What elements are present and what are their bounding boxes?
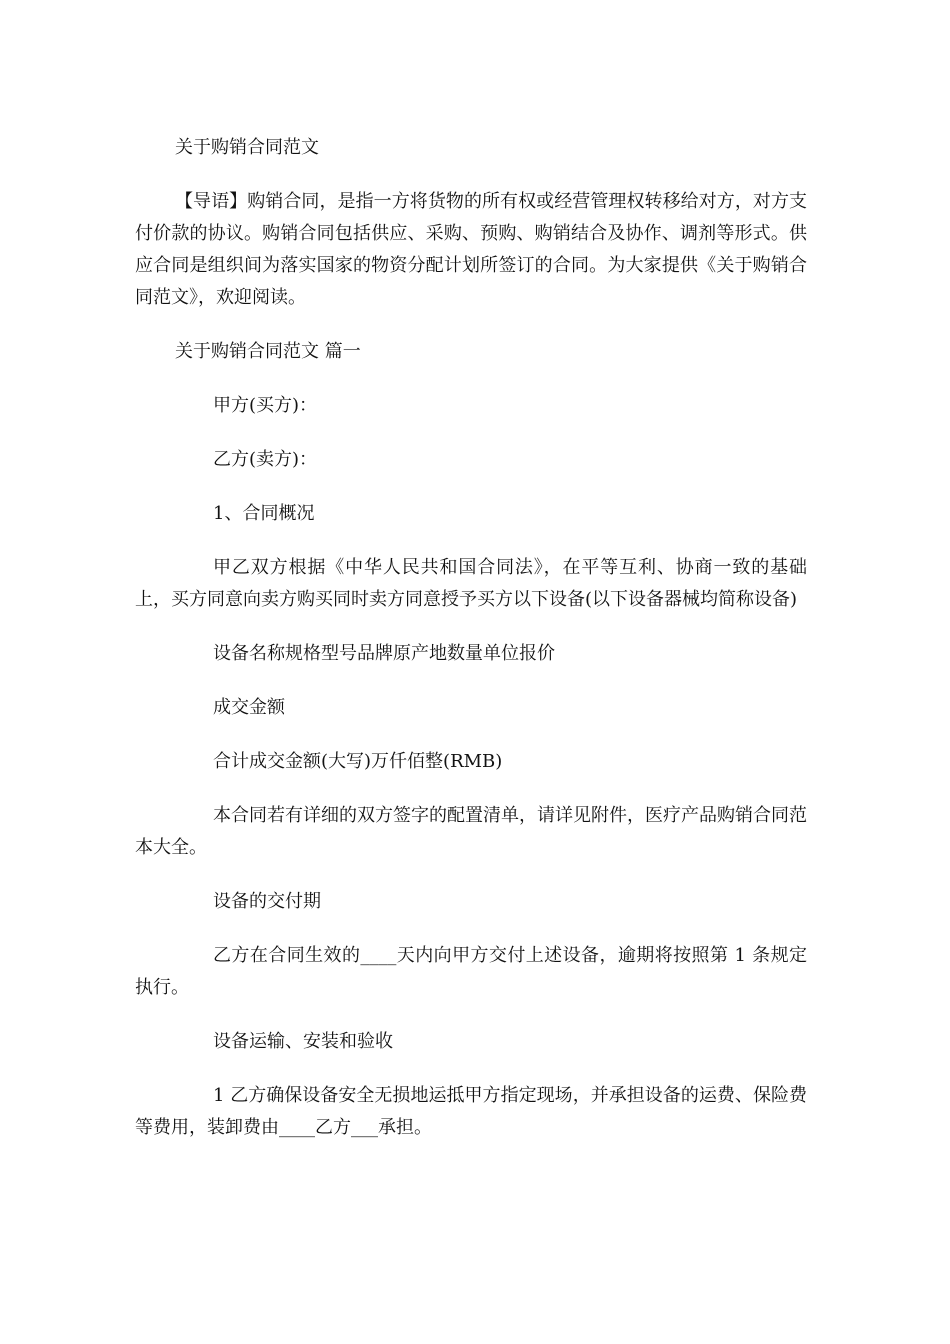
equipment-columns-line: 设备名称规格型号品牌原产地数量单位报价 bbox=[213, 643, 555, 664]
config-list-paragraph: 本合同若有详细的双方签字的配置清单，请详见附件，医疗产品购销合同范本大全。 bbox=[135, 805, 807, 858]
document-title: 关于购销合同范文 bbox=[175, 137, 319, 158]
document-body bbox=[135, 132, 807, 1166]
transport-title: 设备运输、安装和验收 bbox=[213, 1031, 393, 1052]
deal-amount-line: 成交金额 bbox=[213, 697, 285, 718]
clause-1-title: 1、合同概况 bbox=[213, 503, 315, 524]
clause-1-paragraph: 甲乙双方根据《中华人民共和国合同法》，在平等互利、协商一致的基础上，买方同意向卖方购买同时卖方同意授予买方以下设备(以下设备器械均简称设备) bbox=[135, 557, 807, 610]
delivery-title: 设备的交付期 bbox=[213, 891, 321, 912]
intro-paragraph: 【导语】购销合同，是指一方将货物的所有权或经营管理权转移给对方，对方支付价款的协议。购销合同包括供应、采购、预购、购销结合及协作、调剂等形式。供应合同是组织间为落实国家的物资分配计划所签订的合同。为大家提供《关于购销合同范文》，欢迎阅读。 bbox=[135, 191, 807, 308]
party-b-line: 乙方(卖方)： bbox=[213, 449, 318, 470]
transport-paragraph: 1 乙方确保设备安全无损地运抵甲方指定现场，并承担设备的运费、保险费等费用，装卸费由____乙方___承担。 bbox=[135, 1085, 807, 1138]
party-a-line: 甲方(买方)： bbox=[213, 395, 318, 416]
total-amount-line: 合计成交金额(大写)万仟佰整(RMB) bbox=[213, 751, 503, 772]
delivery-paragraph: 乙方在合同生效的____天内向甲方交付上述设备，逾期将按照第 1 条规定执行。 bbox=[135, 945, 807, 998]
section-title: 关于购销合同范文 篇一 bbox=[175, 341, 361, 362]
